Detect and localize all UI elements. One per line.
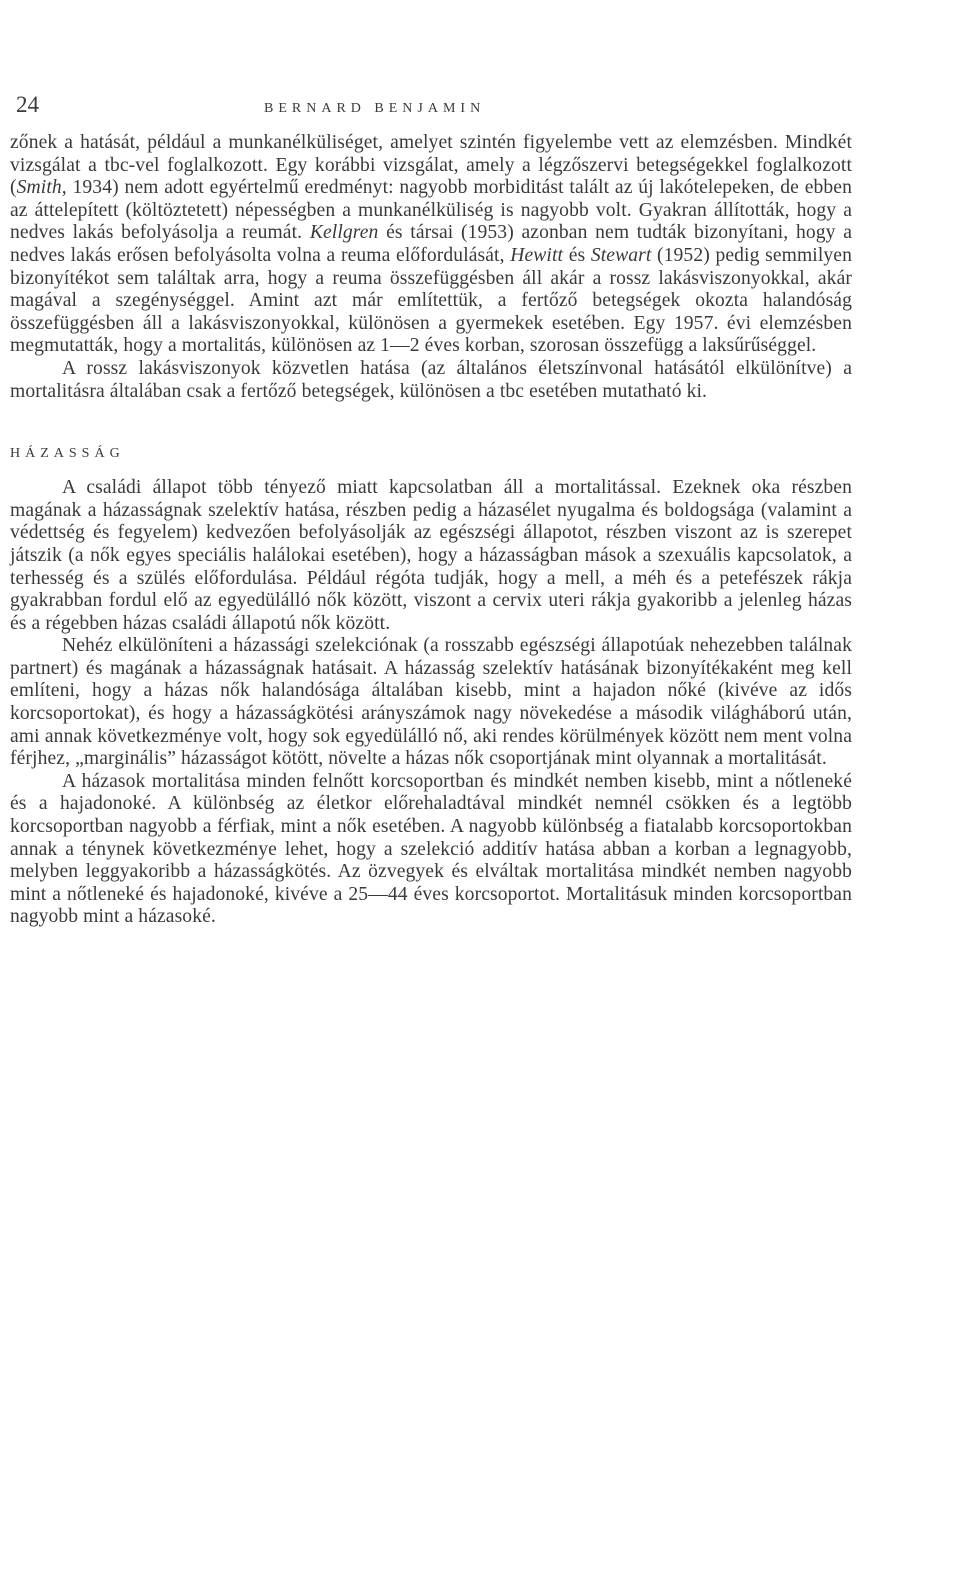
paragraph: A házasok mortalitása minden felnőtt korcsoportban és mindkét nemben kisebb, mint a nőtleneké és a hajadonoké. A különbség az életkor előrehaladtával mindkét nemnél csökken és a legtöbb korcsoportban nagyobb a férfiak, mint a nők esetében. A nagyobb különbség a fiatalabb korcsoportokban annak a ténynek következménye lehet, hogy a szelekció additív hatása abban a korban a legnagyobb, melyben leggyakoribb a házasságkötés. Az özvegyek és elváltak mortalitása mindkét nemben nagyobb mint a nőtleneké és hajadonoké, kivéve a 25—44 éves korcsoportot. Mortalitásuk minden korcsoportban nagyobb mint a házasoké. — [10, 770, 852, 928]
text-run: (1952) pedig semmilyen bizonyítékot sem találtak arra, hogy a reuma összefüggésben áll akár a rossz lakásviszonyokkal, akár magával a szegénységgel. Amint azt már említettük, a fertőző betegségek okozta halandóság összefüggésben áll a lakásviszonyokkal, különösen a gyermekek esetében. Egy 1957. évi elemzésben megmutatták, hogy a mortalitás, különösen az 1—2 éves korban, szorosan összefügg a laksűrűséggel. — [10, 244, 852, 357]
page-number: 24 — [16, 92, 39, 117]
body-text — [10, 132, 852, 929]
document-page — [10, 92, 852, 929]
author-citation: Stewart — [590, 244, 652, 266]
page-header — [10, 92, 852, 132]
paragraph: A családi állapot több tényező miatt kapcsolatban áll a mortalitással. Ezeknek oka részben magának a házasságnak szelektív hatása, részben pedig a házasélet nyugalma és boldogsága (valamint a védettség és fegyelem) kedvezően befolyásolják az egészségi állapotot, részben viszont az is szerepet játszik (a nők egyes speciális halálokai esetében), hogy a házasságban mások a szexuális kapcsolatok, a terhesség és a szülés előfordulása. Például régóta tudják, hogy a mell, a méh és a petefészek rákja gyakrabban fordul elő az egyedülálló nők között, viszont a cervix uteri rákja gyakoribb a jelenleg házas és a régebben házas családi állapotú nők között. — [10, 477, 852, 634]
running-head: BERNARD BENJAMIN — [264, 101, 486, 116]
author-citation: Hewitt — [510, 244, 564, 266]
text-run: és társai (1953) azonban nem tudták bizonyítani, hogy a nedves lakás erősen befolyásolta volna a reuma előfordulását, — [10, 222, 852, 266]
paragraph: A rossz lakásviszonyok közvetlen hatása (az általános életszínvonal hatásától elkülönítve) a mortalitásra általában csak a fertőző betegségek, különösen a tbc esetében mutatható ki. — [10, 357, 852, 402]
text-run: zőnek a hatását, például a munkanélküliséget, amelyet szintén figyelembe vett az elemzésben. Mindkét vizsgálat a tbc-vel foglalkozott. Egy korábbi vizsgálat, amely a légzőszervi betegségekkel foglalkozott ( — [10, 132, 852, 199]
text-run: 1934) nem adott egyértelmű eredményt: nagyobb morbiditást talált az új lakótelepeken, de ebben az áttelepített (költöztetett) népességben a munkanélküliség is nagyobb volt. Gyakran állították, hogy a nedves lakás befolyásolja a reumát. — [10, 177, 852, 244]
author-citation: Smith, — [16, 177, 67, 199]
section-heading: HÁZASSÁG — [10, 446, 125, 462]
paragraph — [10, 132, 852, 358]
author-citation: Kellgren — [309, 222, 379, 244]
paragraph: Nehéz elkülöníteni a házassági szelekciónak (a rosszabb egészségi állapotúak nehezebben találnak partnert) és magának a házasságnak hatásait. A házasság szelektív hatásának bizonyítékaként meg kell említeni, hogy a házas nők halandósága általában kisebb, mint a hajadon nőké (kivéve az idős korcsoportokat), és hogy a házasságkötési arányszámok nagy növekedése a második világháború után, ami annak következménye volt, hogy sok egyedülálló nő, aki rendes körülmények között nem ment volna férjhez, „marginális” házasságot kötött, növelte a házas nők csoportjának mint olyannak a mortalitását. — [10, 635, 852, 770]
text-run: és — [563, 244, 591, 266]
